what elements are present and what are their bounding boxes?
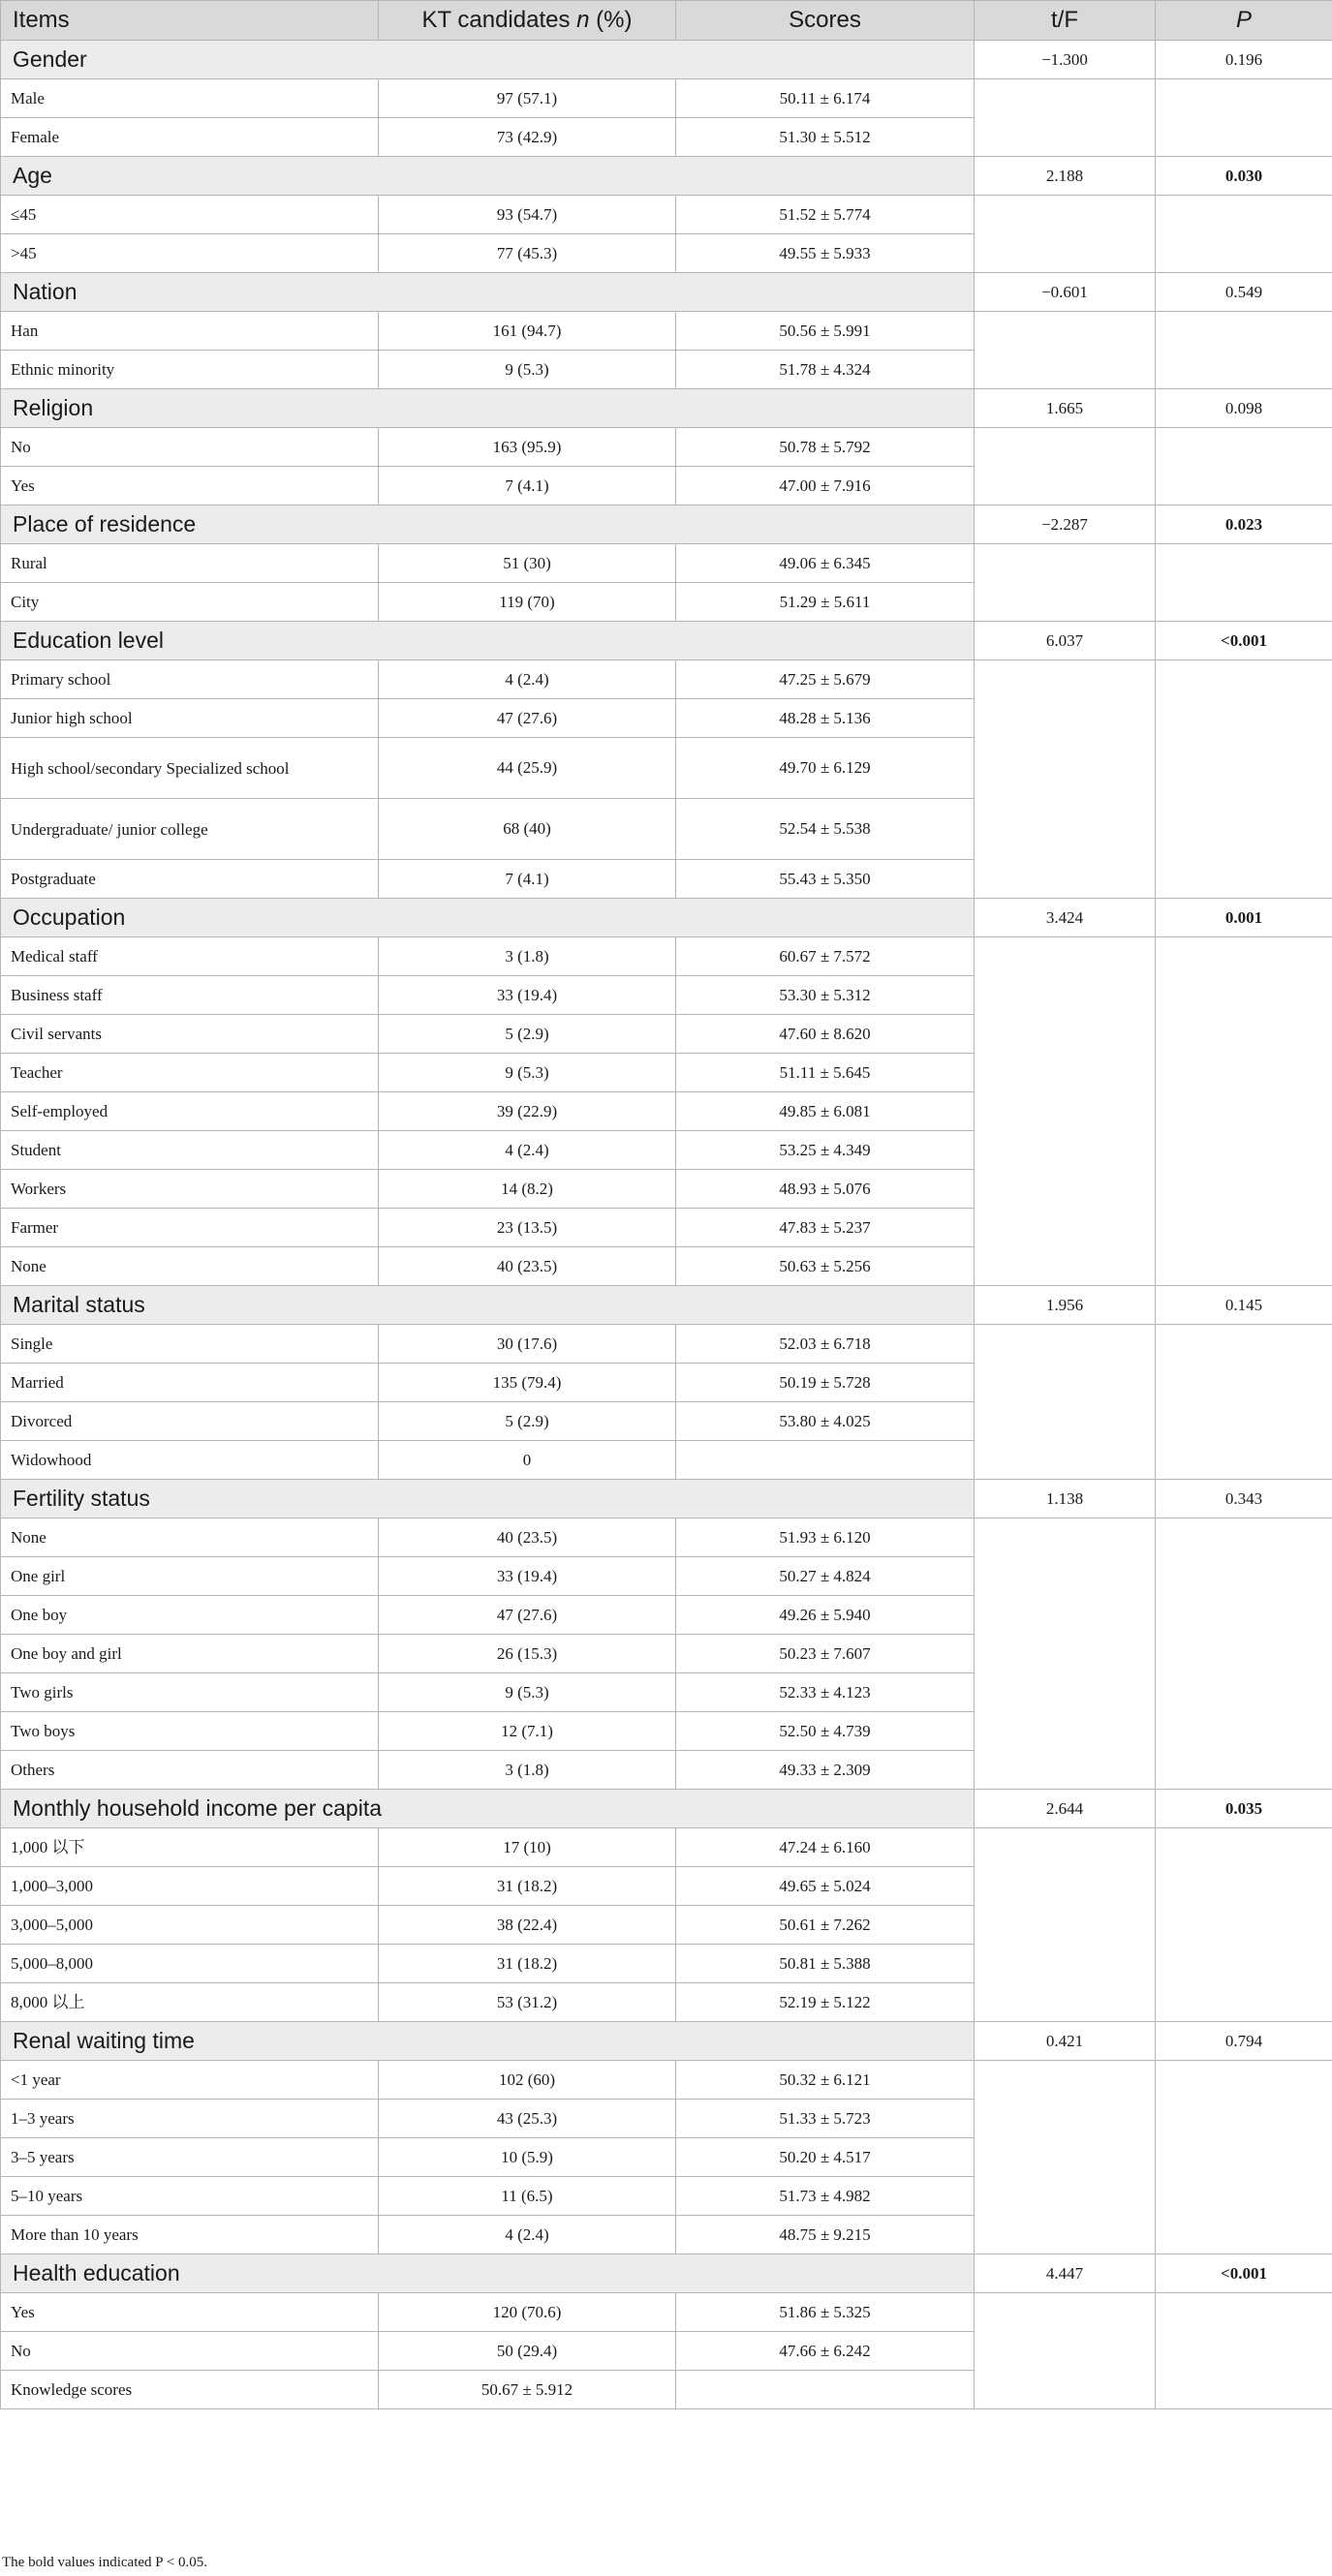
cell-scores: 50.20 ± 4.517 [676, 2138, 975, 2177]
section-row [1, 1286, 1332, 1325]
cell-scores: 48.93 ± 5.076 [676, 1170, 975, 1209]
cell-item: 3,000–5,000 [1, 1906, 379, 1945]
section-p-value: <0.001 [1156, 2254, 1332, 2293]
cell-item: Ethnic minority [1, 351, 379, 389]
table-row [1, 937, 1332, 976]
cell-scores: 51.33 ± 5.723 [676, 2100, 975, 2138]
cell-kt-candidates: 97 (57.1) [379, 79, 676, 118]
header-t-f: t/F [975, 1, 1156, 41]
cell-scores: 48.28 ± 5.136 [676, 699, 975, 738]
table-row [1, 1518, 1332, 1557]
cell-item: Yes [1, 2293, 379, 2332]
cell-item: None [1, 1247, 379, 1286]
section-title: Gender [1, 41, 975, 79]
cell-kt-candidates: 163 (95.9) [379, 428, 676, 467]
section-t-f-value: 0.421 [975, 2022, 1156, 2061]
cell-kt-candidates: 31 (18.2) [379, 1945, 676, 1983]
blank-cell [1156, 937, 1332, 1286]
section-title: Marital status [1, 1286, 975, 1325]
table-row [1, 1325, 1332, 1364]
section-p-value: 0.030 [1156, 157, 1332, 196]
blank-cell [975, 196, 1156, 273]
cell-scores: 50.32 ± 6.121 [676, 2061, 975, 2100]
header-kt-candidates: KT candidates n (%) [379, 1, 676, 41]
cell-scores: 55.43 ± 5.350 [676, 860, 975, 899]
blank-cell [1156, 1325, 1332, 1480]
cell-kt-candidates: 50.67 ± 5.912 [379, 2371, 676, 2409]
blank-cell [1156, 2293, 1332, 2409]
blank-cell [1156, 544, 1332, 622]
cell-scores: 48.75 ± 9.215 [676, 2216, 975, 2254]
cell-kt-candidates: 31 (18.2) [379, 1867, 676, 1906]
cell-scores: 52.50 ± 4.739 [676, 1712, 975, 1751]
cell-item: Teacher [1, 1054, 379, 1092]
cell-item: No [1, 2332, 379, 2371]
section-row [1, 1790, 1332, 1828]
cell-scores: 51.11 ± 5.645 [676, 1054, 975, 1092]
cell-scores: 51.86 ± 5.325 [676, 2293, 975, 2332]
cell-kt-candidates: 7 (4.1) [379, 467, 676, 506]
cell-item: Knowledge scores [1, 2371, 379, 2409]
cell-item: High school/secondary Specialized school [1, 738, 379, 799]
cell-kt-candidates: 43 (25.3) [379, 2100, 676, 2138]
cell-item: More than 10 years [1, 2216, 379, 2254]
blank-cell [1156, 1518, 1332, 1790]
cell-scores: 53.30 ± 5.312 [676, 976, 975, 1015]
cell-scores: 52.03 ± 6.718 [676, 1325, 975, 1364]
section-p-value: 0.145 [1156, 1286, 1332, 1325]
cell-kt-candidates: 135 (79.4) [379, 1364, 676, 1402]
cell-scores: 51.52 ± 5.774 [676, 196, 975, 234]
cell-kt-candidates: 33 (19.4) [379, 1557, 676, 1596]
cell-kt-candidates: 161 (94.7) [379, 312, 676, 351]
section-title: Fertility status [1, 1480, 975, 1518]
cell-item: Student [1, 1131, 379, 1170]
table-footnote: The bold values indicated P < 0.05. [2, 2555, 208, 2570]
cell-scores: 50.63 ± 5.256 [676, 1247, 975, 1286]
cell-scores: 50.78 ± 5.792 [676, 428, 975, 467]
header-p: P [1156, 1, 1332, 41]
cell-scores: 50.19 ± 5.728 [676, 1364, 975, 1402]
cell-kt-candidates: 30 (17.6) [379, 1325, 676, 1364]
section-row [1, 1480, 1332, 1518]
cell-scores: 52.54 ± 5.538 [676, 799, 975, 860]
cell-item: Business staff [1, 976, 379, 1015]
table-row [1, 196, 1332, 234]
cell-item: Postgraduate [1, 860, 379, 899]
section-row [1, 2022, 1332, 2061]
cell-item: 1–3 years [1, 2100, 379, 2138]
section-row [1, 157, 1332, 196]
cell-item: Han [1, 312, 379, 351]
cell-kt-candidates: 93 (54.7) [379, 196, 676, 234]
blank-cell [975, 1828, 1156, 2022]
cell-scores: 50.61 ± 7.262 [676, 1906, 975, 1945]
cell-kt-candidates: 119 (70) [379, 583, 676, 622]
cell-item: Primary school [1, 660, 379, 699]
blank-cell [1156, 2061, 1332, 2254]
cell-scores: 49.26 ± 5.940 [676, 1596, 975, 1635]
section-title: Age [1, 157, 975, 196]
cell-kt-candidates: 40 (23.5) [379, 1518, 676, 1557]
cell-kt-candidates: 39 (22.9) [379, 1092, 676, 1131]
section-t-f-value: 6.037 [975, 622, 1156, 660]
cell-scores [676, 1441, 975, 1480]
cell-scores: 60.67 ± 7.572 [676, 937, 975, 976]
cell-item: Junior high school [1, 699, 379, 738]
section-p-value: 0.794 [1156, 2022, 1332, 2061]
cell-item: Medical staff [1, 937, 379, 976]
cell-scores: 47.25 ± 5.679 [676, 660, 975, 699]
section-t-f-value: 3.424 [975, 899, 1156, 937]
blank-cell [975, 312, 1156, 389]
blank-cell [1156, 660, 1332, 899]
cell-kt-candidates: 77 (45.3) [379, 234, 676, 273]
cell-scores: 49.06 ± 6.345 [676, 544, 975, 583]
cell-kt-candidates: 73 (42.9) [379, 118, 676, 157]
cell-item: Others [1, 1751, 379, 1790]
cell-kt-candidates: 120 (70.6) [379, 2293, 676, 2332]
section-title: Nation [1, 273, 975, 312]
cell-kt-candidates: 9 (5.3) [379, 351, 676, 389]
cell-item: Two girls [1, 1673, 379, 1712]
section-title: Education level [1, 622, 975, 660]
cell-scores: 50.56 ± 5.991 [676, 312, 975, 351]
cell-item: Two boys [1, 1712, 379, 1751]
section-t-f-value: 1.138 [975, 1480, 1156, 1518]
cell-item: Widowhood [1, 1441, 379, 1480]
section-p-value: 0.343 [1156, 1480, 1332, 1518]
section-p-value: 0.001 [1156, 899, 1332, 937]
cell-item: Self-employed [1, 1092, 379, 1131]
cell-item: <1 year [1, 2061, 379, 2100]
table-row [1, 79, 1332, 118]
blank-cell [975, 937, 1156, 1286]
section-title: Renal waiting time [1, 2022, 975, 2061]
cell-item: 8,000 以上 [1, 1983, 379, 2022]
cell-kt-candidates: 14 (8.2) [379, 1170, 676, 1209]
cell-kt-candidates: 102 (60) [379, 2061, 676, 2100]
cell-kt-candidates: 33 (19.4) [379, 976, 676, 1015]
blank-cell [975, 544, 1156, 622]
blank-cell [975, 1325, 1156, 1480]
cell-item: One boy [1, 1596, 379, 1635]
cell-item: 5,000–8,000 [1, 1945, 379, 1983]
table-row [1, 428, 1332, 467]
cell-item: One girl [1, 1557, 379, 1596]
cell-scores: 50.81 ± 5.388 [676, 1945, 975, 1983]
table-row [1, 2293, 1332, 2332]
blank-cell [975, 1518, 1156, 1790]
cell-kt-candidates: 26 (15.3) [379, 1635, 676, 1673]
cell-kt-candidates: 10 (5.9) [379, 2138, 676, 2177]
cell-scores: 49.70 ± 6.129 [676, 738, 975, 799]
cell-kt-candidates: 51 (30) [379, 544, 676, 583]
section-row [1, 899, 1332, 937]
cell-item: Rural [1, 544, 379, 583]
cell-scores: 49.55 ± 5.933 [676, 234, 975, 273]
cell-item: Workers [1, 1170, 379, 1209]
section-row [1, 2254, 1332, 2293]
section-title: Occupation [1, 899, 975, 937]
section-title: Religion [1, 389, 975, 428]
cell-scores: 53.25 ± 4.349 [676, 1131, 975, 1170]
cell-scores: 51.73 ± 4.982 [676, 2177, 975, 2216]
cell-item: 5–10 years [1, 2177, 379, 2216]
blank-cell [975, 79, 1156, 157]
cell-scores: 51.78 ± 4.324 [676, 351, 975, 389]
cell-item: >45 [1, 234, 379, 273]
cell-scores [676, 2371, 975, 2409]
cell-scores: 53.80 ± 4.025 [676, 1402, 975, 1441]
blank-cell [975, 2293, 1156, 2409]
section-t-f-value: −2.287 [975, 506, 1156, 544]
cell-scores: 51.29 ± 5.611 [676, 583, 975, 622]
blank-cell [1156, 312, 1332, 389]
cell-item: Married [1, 1364, 379, 1402]
cell-kt-candidates: 4 (2.4) [379, 660, 676, 699]
section-p-value: 0.549 [1156, 273, 1332, 312]
section-row [1, 41, 1332, 79]
section-title: Monthly household income per capita [1, 1790, 975, 1828]
cell-kt-candidates: 9 (5.3) [379, 1673, 676, 1712]
cell-scores: 47.60 ± 8.620 [676, 1015, 975, 1054]
section-row [1, 389, 1332, 428]
cell-kt-candidates: 68 (40) [379, 799, 676, 860]
header-items: Items [1, 1, 379, 41]
blank-cell [975, 660, 1156, 899]
cell-scores: 47.00 ± 7.916 [676, 467, 975, 506]
cell-scores: 47.66 ± 6.242 [676, 2332, 975, 2371]
section-t-f-value: 2.188 [975, 157, 1156, 196]
cell-scores: 47.83 ± 5.237 [676, 1209, 975, 1247]
cell-kt-candidates: 53 (31.2) [379, 1983, 676, 2022]
table-row [1, 2061, 1332, 2100]
cell-scores: 49.33 ± 2.309 [676, 1751, 975, 1790]
cell-item: 1,000 以下 [1, 1828, 379, 1867]
cell-item: None [1, 1518, 379, 1557]
table-row [1, 544, 1332, 583]
cell-item: No [1, 428, 379, 467]
table-row [1, 312, 1332, 351]
cell-kt-candidates: 11 (6.5) [379, 2177, 676, 2216]
blank-cell [1156, 1828, 1332, 2022]
section-title: Place of residence [1, 506, 975, 544]
section-p-value: 0.035 [1156, 1790, 1332, 1828]
cell-item: Farmer [1, 1209, 379, 1247]
section-row [1, 273, 1332, 312]
section-title: Health education [1, 2254, 975, 2293]
cell-kt-candidates: 12 (7.1) [379, 1712, 676, 1751]
table-header-row [1, 1, 1332, 41]
cell-scores: 49.65 ± 5.024 [676, 1867, 975, 1906]
cell-item: Single [1, 1325, 379, 1364]
blank-cell [975, 2061, 1156, 2254]
section-t-f-value: 1.956 [975, 1286, 1156, 1325]
cell-scores: 50.27 ± 4.824 [676, 1557, 975, 1596]
cell-kt-candidates: 47 (27.6) [379, 1596, 676, 1635]
cell-kt-candidates: 3 (1.8) [379, 1751, 676, 1790]
cell-kt-candidates: 4 (2.4) [379, 2216, 676, 2254]
section-p-value: <0.001 [1156, 622, 1332, 660]
cell-scores: 52.19 ± 5.122 [676, 1983, 975, 2022]
cell-kt-candidates: 38 (22.4) [379, 1906, 676, 1945]
cell-kt-candidates: 9 (5.3) [379, 1054, 676, 1092]
section-p-value: 0.196 [1156, 41, 1332, 79]
cell-kt-candidates: 47 (27.6) [379, 699, 676, 738]
cell-item: City [1, 583, 379, 622]
cell-kt-candidates: 44 (25.9) [379, 738, 676, 799]
cell-scores: 51.93 ± 6.120 [676, 1518, 975, 1557]
section-t-f-value: 1.665 [975, 389, 1156, 428]
cell-scores: 51.30 ± 5.512 [676, 118, 975, 157]
section-row [1, 506, 1332, 544]
cell-kt-candidates: 7 (4.1) [379, 860, 676, 899]
cell-item: Yes [1, 467, 379, 506]
cell-kt-candidates: 4 (2.4) [379, 1131, 676, 1170]
section-p-value: 0.023 [1156, 506, 1332, 544]
cell-kt-candidates: 5 (2.9) [379, 1015, 676, 1054]
cell-kt-candidates: 3 (1.8) [379, 937, 676, 976]
cell-scores: 49.85 ± 6.081 [676, 1092, 975, 1131]
cell-kt-candidates: 17 (10) [379, 1828, 676, 1867]
blank-cell [975, 428, 1156, 506]
table-row [1, 1828, 1332, 1867]
table-row [1, 660, 1332, 699]
cell-item: One boy and girl [1, 1635, 379, 1673]
cell-kt-candidates: 40 (23.5) [379, 1247, 676, 1286]
cell-item: Undergraduate/ junior college [1, 799, 379, 860]
blank-cell [1156, 196, 1332, 273]
cell-scores: 50.23 ± 7.607 [676, 1635, 975, 1673]
table-body [1, 41, 1332, 2409]
header-scores: Scores [676, 1, 975, 41]
cell-item: Divorced [1, 1402, 379, 1441]
cell-scores: 50.11 ± 6.174 [676, 79, 975, 118]
cell-item: 1,000–3,000 [1, 1867, 379, 1906]
cell-kt-candidates: 50 (29.4) [379, 2332, 676, 2371]
header-n-italic: n [576, 7, 590, 33]
cell-scores: 47.24 ± 6.160 [676, 1828, 975, 1867]
cell-item: 3–5 years [1, 2138, 379, 2177]
cell-item: ≤45 [1, 196, 379, 234]
cell-item: Male [1, 79, 379, 118]
section-t-f-value: 4.447 [975, 2254, 1156, 2293]
cell-kt-candidates: 5 (2.9) [379, 1402, 676, 1441]
section-t-f-value: 2.644 [975, 1790, 1156, 1828]
cell-item: Civil servants [1, 1015, 379, 1054]
blank-cell [1156, 79, 1332, 157]
cell-kt-candidates: 23 (13.5) [379, 1209, 676, 1247]
cell-kt-candidates: 0 [379, 1441, 676, 1480]
cell-scores: 52.33 ± 4.123 [676, 1673, 975, 1712]
section-t-f-value: −0.601 [975, 273, 1156, 312]
section-p-value: 0.098 [1156, 389, 1332, 428]
blank-cell [1156, 428, 1332, 506]
cell-item: Female [1, 118, 379, 157]
section-t-f-value: −1.300 [975, 41, 1156, 79]
section-row [1, 622, 1332, 660]
